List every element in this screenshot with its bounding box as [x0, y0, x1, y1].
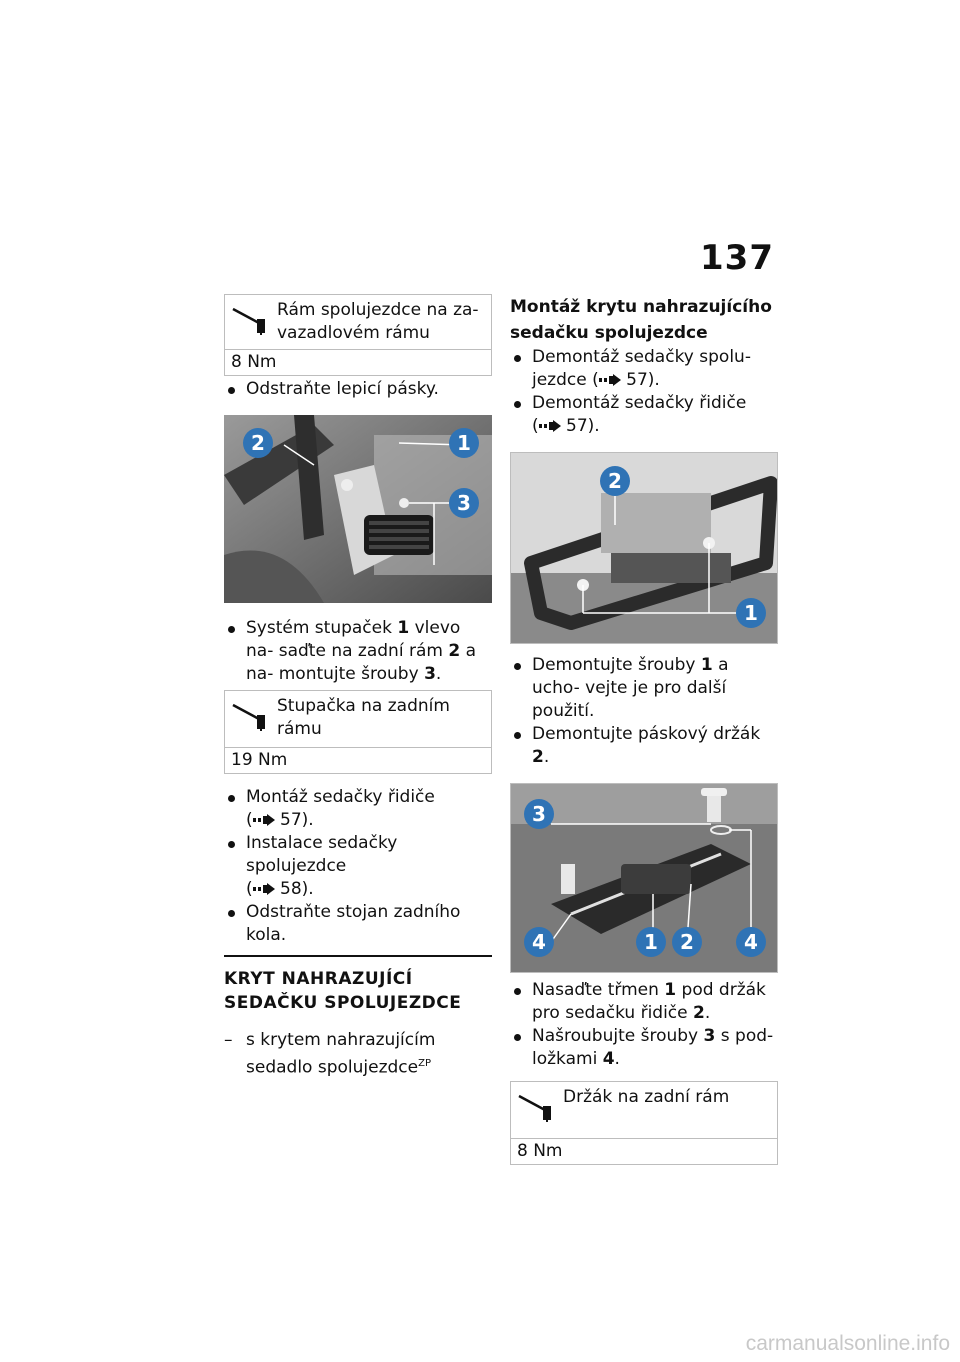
step-rider-seat: Montáž sedačky řidiče ( 57).: [224, 786, 492, 832]
torque-wrench-icon: [231, 303, 269, 335]
strap-holder-photo: [510, 452, 778, 644]
torque-spec-label: Rám spolujezdce na za- vazadlovém rámu: [225, 295, 491, 349]
torque-spec-value: 19 Nm: [225, 747, 491, 773]
condition-note: – s krytem nahrazujícím sedadlo spolujezdce$^{ZP}$: [224, 1029, 492, 1080]
bracket-photo: [510, 783, 778, 973]
step-fit-bracket: Nasaďte třmen 1 pod držák pro sedačku řidiče 2.: [510, 979, 778, 1025]
photo-callout-4: 4: [744, 930, 758, 954]
torque-spec-box: [224, 294, 492, 376]
step-remove-strap-holder: Demontujte páskový držák 2.: [510, 723, 778, 769]
photo-callout-2: 2: [251, 431, 265, 455]
step-remove-bolts: Demontujte šrouby 1 a ucho- vejte je pro další použití.: [510, 654, 778, 723]
photo-callout-3: 3: [532, 802, 546, 826]
torque-wrench-icon: [517, 1090, 555, 1122]
torque-spec-value: 8 Nm: [225, 349, 491, 375]
page-number: 137: [700, 238, 774, 278]
step-remove-rider-seat: Demontáž sedačky řidiče ( 57).: [510, 392, 778, 438]
cross-reference-arrow-icon: [253, 814, 275, 826]
torque-spec-box: [224, 690, 492, 774]
cross-reference-arrow-icon: [539, 420, 561, 432]
torque-spec-label: Stupačka na zadním rámu: [225, 691, 491, 747]
subsection-heading: Montáž krytu nahrazujícího sedačku spolujezdce: [510, 297, 772, 343]
torque-spec-value: 8 Nm: [511, 1138, 777, 1164]
section-heading: KRYT NAHRAZUJÍCÍ SEDAČKU SPOLUJEZDCE: [224, 955, 492, 1015]
photo-callout-2: 2: [680, 930, 694, 954]
step-mount-footrest: Systém stupaček 1 vlevo na- saďte na zadní rám 2 a na- montujte šrouby 3.: [224, 617, 492, 686]
torque-spec-box: [510, 1081, 778, 1165]
footrest-photo: [224, 415, 492, 603]
step-remove-stand: Odstraňte stojan zadního kola.: [224, 901, 492, 947]
cross-reference-arrow-icon: [253, 883, 275, 895]
right-column: [510, 294, 778, 1167]
torque-spec-label: Držák na zadní rám: [511, 1082, 777, 1138]
step-remove-passenger-seat: Demontáž sedačky spolu- jezdce ( 57).: [510, 346, 778, 392]
photo-callout-4: 4: [532, 930, 546, 954]
cross-reference-arrow-icon: [599, 374, 621, 386]
photo-callout-1: 1: [457, 431, 471, 455]
step-remove-tape: Odstraňte lepicí pásky.: [224, 378, 492, 401]
footer-watermark: carmanualsonline.info: [745, 1332, 950, 1355]
photo-callout-2: 2: [608, 469, 622, 493]
left-column: [224, 294, 492, 1080]
step-passenger-seat: Instalace sedačky spolujezdce ( 58).: [224, 832, 492, 901]
photo-callout-1: 1: [644, 930, 658, 954]
photo-callout-3: 3: [457, 491, 471, 515]
photo-callout-1: 1: [744, 601, 758, 625]
torque-wrench-icon: [231, 699, 269, 731]
step-screw-bolts: Našroubujte šrouby 3 s pod- ložkami 4.: [510, 1025, 778, 1071]
